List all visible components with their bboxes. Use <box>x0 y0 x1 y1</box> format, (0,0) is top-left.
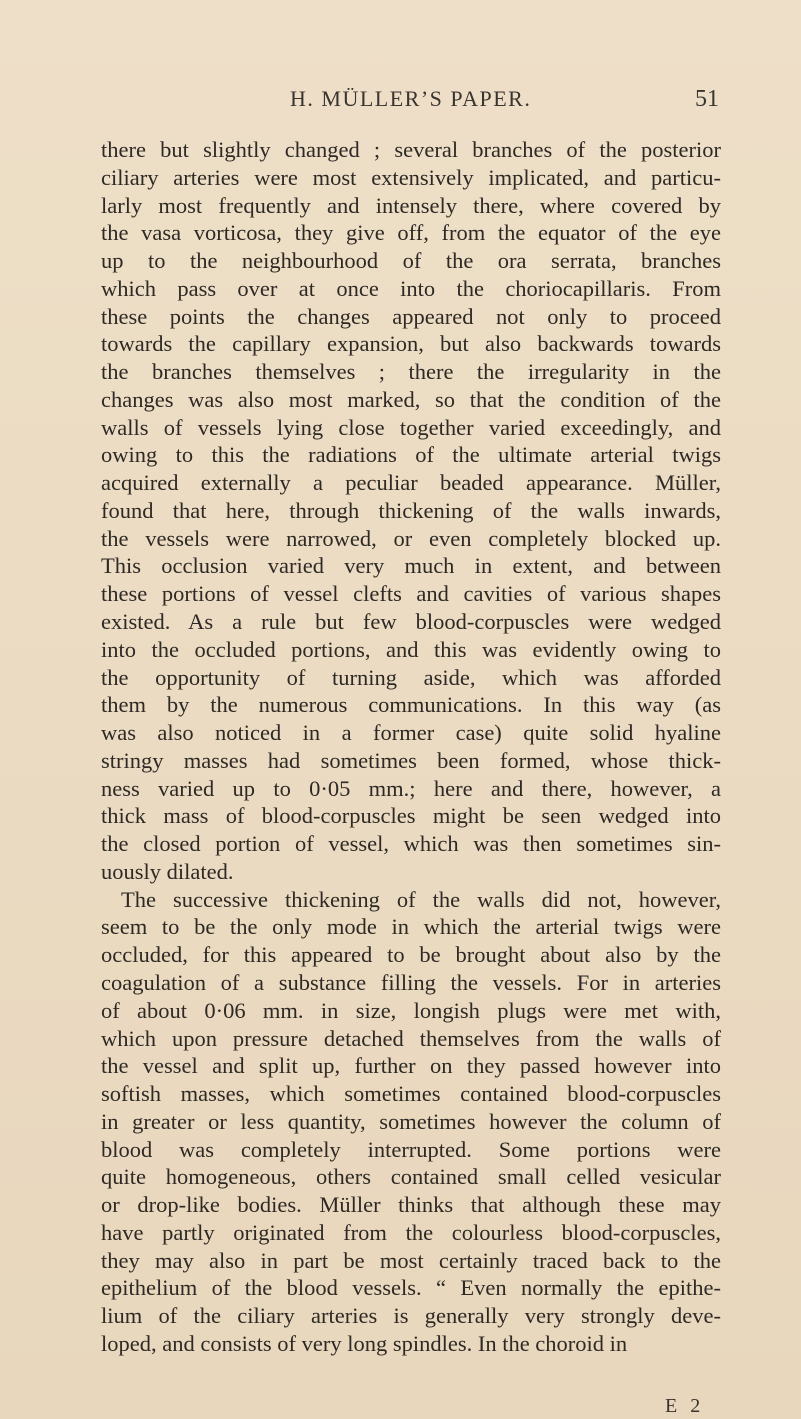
text-line: blood was completely interrupted. Some portions were <box>101 1136 721 1162</box>
text-line: thick mass of blood-corpuscles might be seen wedged into <box>101 803 721 829</box>
text-line: they may also in part be most certainly traced back to the <box>101 1247 721 1273</box>
running-title: H. MÜLLER’S PAPER. <box>290 86 532 111</box>
text-line: coagulation of a substance filling the vessels. For in arteries <box>101 969 721 995</box>
text-line: the vessel and split up, further on they passed however into <box>101 1053 721 1079</box>
text-line: stringy masses had sometimes been formed, whose thick- <box>101 747 721 773</box>
text-line: changes was also most marked, so that the condition of the <box>101 386 721 412</box>
paragraph-2 <box>101 886 721 1358</box>
text-line: towards the capillary expansion, but also backwards towards <box>101 331 721 357</box>
text-line: up to the neighbourhood of the ora serrata, branches <box>101 248 721 274</box>
text-line: This occlusion varied very much in extent, and between <box>101 553 721 579</box>
text-line: occluded, for this appeared to be brought about also by the <box>101 942 721 968</box>
text-line: uously dilated. <box>101 858 234 884</box>
text-line: acquired externally a peculiar beaded appearance. Müller, <box>101 470 721 496</box>
text-line: loped, and consists of very long spindles. In the choroid in <box>101 1330 628 1356</box>
text-line: softish masses, which sometimes contained blood-corpuscles <box>101 1081 721 1107</box>
text-line: the vessels were narrowed, or even completely blocked up. <box>101 525 721 551</box>
text-line: the closed portion of vessel, which was then sometimes sin- <box>101 831 721 857</box>
text-line: the opportunity of turning aside, which was afforded <box>101 664 721 690</box>
text-line: ciliary arteries were most extensively implicated, and particu- <box>101 164 721 190</box>
signature-mark: E 2 <box>665 1395 705 1417</box>
text-line: walls of vessels lying close together varied exceedingly, and <box>101 414 721 440</box>
text-line: in greater or less quantity, sometimes however the column of <box>101 1108 721 1134</box>
text-line: the vasa vorticosa, they give off, from the equator of the eye <box>101 220 721 246</box>
text-line: which pass over at once into the choriocapillaris. From <box>101 275 721 301</box>
text-line: lium of the ciliary arteries is generally very strongly deve- <box>101 1303 721 1329</box>
text-line: owing to this the radiations of the ultimate arterial twigs <box>101 442 721 468</box>
text-line: was also noticed in a former case) quite solid hyaline <box>101 720 721 746</box>
text-line: epithelium of the blood vessels. “ Even normally the epithe- <box>101 1275 721 1301</box>
text-line: seem to be the only mode in which the arterial twigs were <box>101 914 721 940</box>
text-line: or drop-like bodies. Müller thinks that although these may <box>101 1192 721 1218</box>
text-line: have partly originated from the colourless blood-corpuscles, <box>101 1219 721 1245</box>
paragraph-1 <box>101 136 721 886</box>
text-line: existed. As a rule but few blood-corpuscles were wedged <box>101 609 721 635</box>
text-line: there but slightly changed ; several branches of the posterior <box>101 137 721 162</box>
text-line: these points the changes appeared not only to proceed <box>101 303 721 329</box>
text-line: of about 0·06 mm. in size, longish plugs were met with, <box>101 997 721 1023</box>
running-head <box>0 86 801 116</box>
text-line: into the occluded portions, and this was evidently owing to <box>101 636 721 662</box>
text-line: which upon pressure detached themselves from the walls of <box>101 1025 721 1051</box>
text-line: them by the numerous communications. In this way (as <box>101 692 721 718</box>
text-line: the branches themselves ; there the irregularity in the <box>101 359 721 385</box>
text-line: ness varied up to 0·05 mm.; here and there, however, a <box>101 775 721 801</box>
page-number: 51 <box>695 86 719 112</box>
text-line: these portions of vessel clefts and cavities of various shapes <box>101 581 721 607</box>
text-line: found that here, through thickening of the walls inwards, <box>101 497 721 523</box>
body-text <box>101 136 721 1358</box>
text-line: quite homogeneous, others contained small celled vesicular <box>101 1164 721 1190</box>
text-line: The successive thickening of the walls did not, however, <box>121 886 721 912</box>
text-line: larly most frequently and intensely there, where covered by <box>101 192 721 218</box>
